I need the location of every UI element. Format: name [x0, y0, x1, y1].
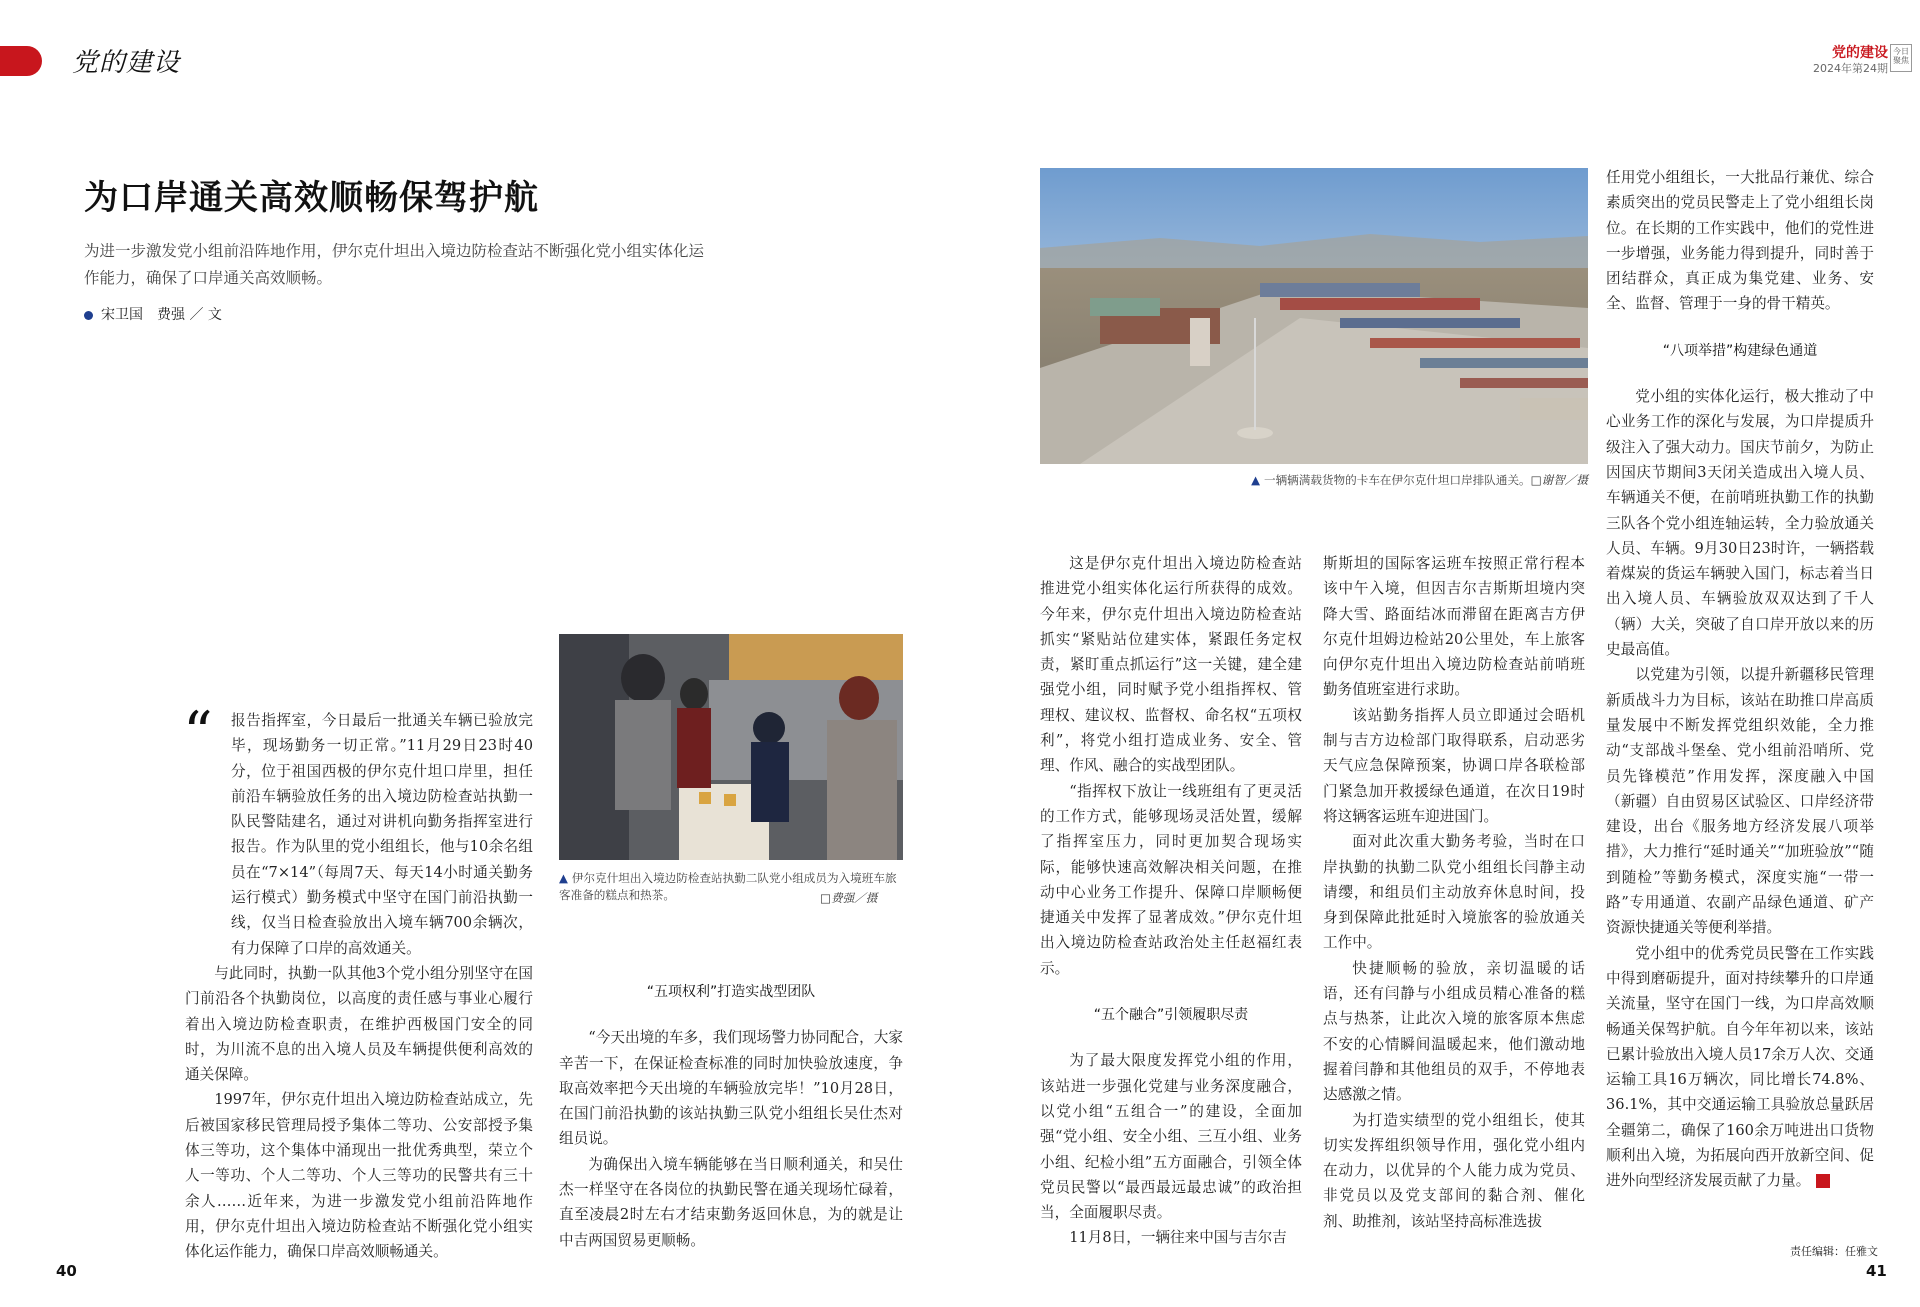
col4-paragraph: 面对此次重大勤务考验，当时在口岸执勤的执勤二队党小组组长闫静主动请缨，和组员们主动放弃休息时间，投身到保障此批延时入境旅客的验放通关工作中。 [1323, 833, 1585, 952]
page-number-left: 40 [56, 1262, 77, 1280]
article-headline: 为口岸通关高效顺畅保驾护航 [84, 178, 539, 218]
subhead-five-rights: “五项权利”打造实战型团队 [646, 984, 816, 1000]
col5-paragraph: 以党建为引领，以提升新疆移民管理新质战斗力为目标，该站在助推口岸高质量发展中不断发挥党组织效能，全力推动“支部战斗堡垒、党小组前沿哨所、党员先锋模范”作用发挥，深度融入中国（新疆）自由贸易区试验区、口岸经济带建设，出台《服务地方经济发展八项举措》，大力推行“延时通关”“加班验放”“随到随检”等勤务模式，深度实施“一带一路”专用通道、农副产品绿色通道、矿产资源快捷通关等便利举措。 [1606, 666, 1874, 937]
opening-quote-mark: “ [183, 699, 213, 767]
col4-paragraph: 为打造实绩型的党小组组长，使其切实发挥组织领导作用，强化党小组内在动力，以优异的个人能力成为党员、非党员以及党支部间的黏合剂、催化剂、助推剂，该站坚持高标准选拔 [1323, 1111, 1585, 1230]
page-number-right: 41 [1866, 1262, 1887, 1280]
col5-last-paragraph-text: 党小组中的优秀党员民警在工作实践中得到磨砺提升，面对持续攀升的口岸通关流量，坚守在国门一线，为口岸高效顺畅通关保驾护航。自今年年初以来，该站已累计验放出入境人员17余万人次、交通运输工具16万辆次，同比增长74.8%、36.1%，其中交通运输工具验放总量跃居全疆第二，确保了160余万吨进出口货物顺利出入境，为拓展向西开放新空间、促进外向型经济发展贡献了力量。 [1606, 944, 1874, 1190]
photo-port-aerial [1040, 168, 1588, 464]
col1-paragraph: 报告指挥室，今日最后一批通关车辆已验放完毕，现场勤务一切正常。”11月29日23时40分，位于祖国西极的伊尔克什坦口岸里，担任前沿车辆验放任务的出入境边防检查站执勤一队民警陆建名，通过对讲机向勤务指挥室进行报告。作为队里的党小组组长，他与10余名组员在“7×14”（每周7天、每天14小时通关勤务运行模式）勤务模式中坚守在国门前沿执勤一线，仅当日检查验放出入境车辆700余辆次，有力保障了口岸的高效通关。 [231, 712, 533, 957]
body-column-4 [1323, 551, 1585, 1234]
col3-paragraph: “指挥权下放让一线班组有了更灵活的工作方式，能够现场灵活处置，缓解了指挥室压力，同时更加契合现场实际，能够快速高效解决相关问题，在推动中心业务工作提升、保障口岸顺畅便捷通关中发挥了显著成效。”伊尔克什坦出入境边防检查站政治处主任赵福红表示。 [1040, 782, 1302, 977]
end-mark-icon [1816, 1174, 1830, 1188]
subhead-eight-measures: “八项举措”构建绿色通道 [1662, 342, 1818, 359]
column-badge: 今日聚焦 [1890, 44, 1912, 72]
caption-top-credit: □谢智／摄 [1530, 473, 1588, 487]
col4-paragraph: 该站勤务指挥人员立即通过会晤机制与吉方边检部门取得联系，启动恶劣天气应急保障预案，协调口岸各联检部门紧急加开救援绿色通道，在次日19时将这辆客运班车迎进国门。 [1323, 706, 1585, 825]
subhead-five-integrations: “五个融合”引领履职尽责 [1093, 1007, 1249, 1024]
col1-paragraph: 与此同时，执勤一队其他3个党小组分别坚守在国门前沿各个执勤岗位，以高度的责任感与事业心履行着出入境边防检查职责，在维护西极国门安全的同时，为川流不息的出入境人员及车辆提供便利高效的通关保障。 [185, 964, 533, 1084]
col3-paragraph: 11月8日，一辆往来中国与吉尔吉 [1069, 1229, 1287, 1247]
body-column-3 [1040, 551, 1302, 1251]
col5-paragraph: 任用党小组组长，一大批品行兼优、综合素质突出的党员民警走上了党小组组长岗位。在长期的工作实践中，他们的党性进一步增强，业务能力得到提升，同时善于团结群众，真正成为集党建、业务、安全、监督、管理于一身的骨干精英。 [1606, 169, 1874, 313]
photo-officers-tea [559, 634, 903, 860]
magazine-logo: 党的建设 [1832, 45, 1888, 61]
col2-paragraph: 为确保出入境车辆能够在当日顺利通关，和吴仕杰一样坚守在各岗位的执勤民警在通关现场忙碌着，直至凌晨2时左右才结束勤务返回休息，为的就是让中吉两国贸易更顺畅。 [559, 1155, 903, 1249]
col3-paragraph: 这是伊尔克什坦出入境边防检查站推进党小组实体化运行所获得的成效。今年来，伊尔克什坦出入境边防检查站抓实“紧贴站位建实体，紧跟任务定权责，紧盯重点抓运行”这一关键，建全建强党小组，同时赋予党小组指挥权、管理权、建议权、监督权、命名权“五项权利”，将党小组打造成业务、安全、管理、作风、融合的实战型团队。 [1040, 555, 1302, 775]
byline [84, 304, 222, 324]
body-column-1 [185, 708, 533, 1265]
section-tab-marker [0, 46, 42, 76]
col4-paragraph: 快捷顺畅的验放，亲切温暖的话语，还有闫静与小组成员精心准备的糕点与热茶，让此次入境的旅客原本焦虑不安的心情瞬间温暖起来，他们激动地握着闫静和其他组员的双手，不停地表达感激之情。 [1323, 959, 1585, 1104]
officers-tea-image [559, 634, 903, 860]
col3-paragraph: 为了最大限度发挥党小组的作用，该站进一步强化党建与业务深度融合，以党小组“五组合一”的建设，全面加强“党小组、安全小组、三互小组、业务小组、纪检小组”五方面融合，引领全体党员民警以“最西最远最忠诚”的政治担当，全面履职尽责。 [1040, 1052, 1302, 1222]
editor-credit: 责任编辑：任雅文 [1790, 1245, 1878, 1258]
caption-triangle-icon: ▲ [559, 871, 568, 885]
byline-bullet-icon [84, 311, 93, 320]
byline-text: 宋卫国 费强 ／ 文 [101, 307, 222, 323]
col1-paragraph: 1997年，伊尔克什坦出入境边防检查站成立，先后被国家移民管理局授予集体二等功、公安部授予集体三等功，这个集体中涌现出一批优秀典型，荣立个人一等功、个人二等功、个人三等功的民警共有三十余人……近年来，为进一步激发党小组前沿阵地作用，伊尔克什坦出入境边防检查站不断强化党小组实体化运作能力，确保口岸高效顺畅通关。 [185, 1091, 533, 1261]
caption-top-text: 一辆辆满载货物的卡车在伊尔克什坦口岸排队通关。 [1263, 473, 1531, 487]
section-title: 党的建设 [72, 48, 181, 78]
caption-left-text: 伊尔克什坦出入境边防检查站执勤二队党小组成员为入境班车旅客准备的糕点和热茶。 [559, 871, 897, 902]
caption-top-photo [1222, 472, 1588, 489]
issue-label: 2024年第24期 [1813, 62, 1888, 75]
col5-paragraph: 党小组的实体化运行，极大推动了中心业务工作的深化与发展，为口岸提质升级注入了强大动力。国庆节前夕，为防止因国庆节期间3天闭关造成出入境人员、车辆通关不便，在前哨班执勤工作的执勤三队各个党小组连轴运转，全力验放通关人员、车辆。9月30日23时许，一辆搭载着煤炭的货运车辆驶入国门，标志着当日出入境人员、车辆验放双双达到了千人（辆）大关，突破了自口岸开放以来的历史最高值。 [1606, 388, 1874, 659]
caption-left-credit: □费强／摄 [820, 891, 878, 905]
body-column-2 [559, 980, 903, 1253]
col4-paragraph: 斯斯坦的国际客运班车按照正常行程本该中午入境，但因吉尔吉斯斯坦境内突降大雪、路面结冰而滞留在距离吉方伊尔克什坦姆边检站20公里处，车上旅客向伊尔克什坦出入境边防检查站前哨班勤务值班室进行求助。 [1323, 555, 1585, 699]
port-aerial-image [1040, 168, 1588, 464]
caption-triangle-icon: ▲ [1251, 473, 1260, 487]
col2-paragraph: “今天出境的车多，我们现场警力协同配合，大家辛苦一下，在保证检查标准的同时加快验放速度，争取高效率把今天出境的车辆验放完毕！”10月28日，在国门前沿执勤的该站执勤三队党小组组长吴仕杰对组员说。 [559, 1029, 903, 1148]
article-dek: 为进一步激发党小组前沿阵地作用，伊尔克什坦出入境边防检查站不断强化党小组实体化运作能力，确保了口岸通关高效顺畅。 [84, 242, 705, 287]
col5-paragraph [1606, 941, 1874, 1194]
body-column-5 [1606, 165, 1874, 1194]
